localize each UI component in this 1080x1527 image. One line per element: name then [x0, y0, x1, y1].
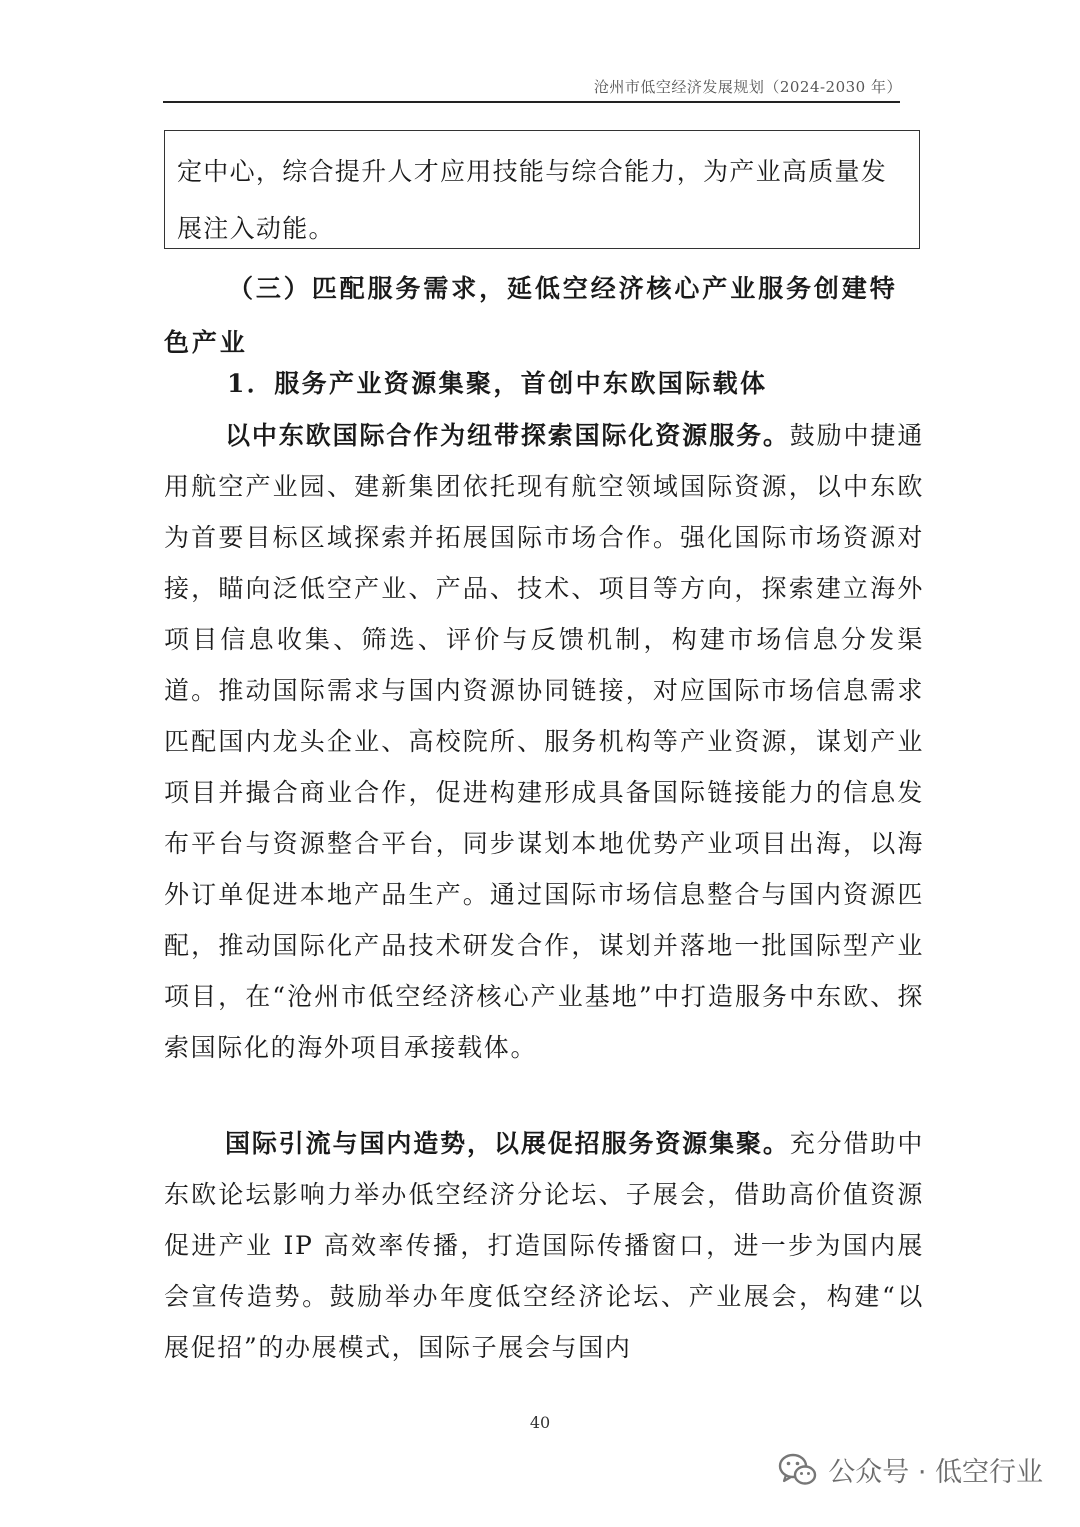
header-rule [163, 101, 900, 103]
paragraph [164, 1118, 924, 1373]
paragraph-lead: 以中东欧国际合作为纽带探索国际化资源服务。 [225, 421, 790, 450]
watermark-text: 公众号 · 低空行业 [828, 1457, 1043, 1488]
boxed-text: 定中心，综合提升人才应用技能与综合能力，为产业高质量发展注入动能。 [177, 157, 888, 243]
wechat-icon [778, 1452, 818, 1488]
paragraph-lead: 国际引流与国内造势，以展促招服务资源集聚。 [225, 1129, 790, 1158]
boxed-continuation [164, 130, 920, 249]
paragraph-body: 鼓励中捷通用航空产业园、建新集团依托现有航空领域国际资源，以中东欧为首要目标区域探索并拓展国际市场合作。强化国际市场资源对接，瞄向泛低空产业、产品、技术、项目等方向，探索建立海外项目信息收集、筛选、评价与反馈机制，构建市场信息分发渠道。推动国际需求与国内资源协同链接，对应国际市场信息需求匹配国内龙头企业、高校院所、服务机构等产业资源，谋划产业项目并撮合商业合作，促进构建形成具备国际链接能力的信息发布平台与资源整合平台，同步谋划本地优势产业项目出海，以海外订单促进本地产品生产。通过国际市场信息整合与国内资源匹配，推动国际化产品技术研发合作，谋划并落地一批国际型产业项目，在“沧州市低空经济核心产业基地”中打造服务中东欧、探索国际化的海外项目承接载体。 [164, 421, 924, 1062]
header-title: 沧州市低空经济发展规划（2024-2030 年） [593, 78, 902, 96]
page-number: 40 [529, 1413, 551, 1432]
paragraph-body: 充分借助中东欧论坛影响力举办低空经济分论坛、子展会，借助高价值资源促进产业 IP 高效率传播，打造国际传播窗口，进一步为国内展会宣传造势。鼓励举办年度低空经济论坛、产业展会，构建“以展促招”的办展模式，国际子展会与国内 [164, 1129, 924, 1362]
paragraph [164, 410, 924, 1073]
section-heading: （三）匹配服务需求，延低空经济核心产业服务创建特色产业 [164, 274, 898, 357]
watermark [778, 1450, 1043, 1489]
sub-heading: 1．服务产业资源集聚，首创中东欧国际载体 [227, 369, 768, 398]
